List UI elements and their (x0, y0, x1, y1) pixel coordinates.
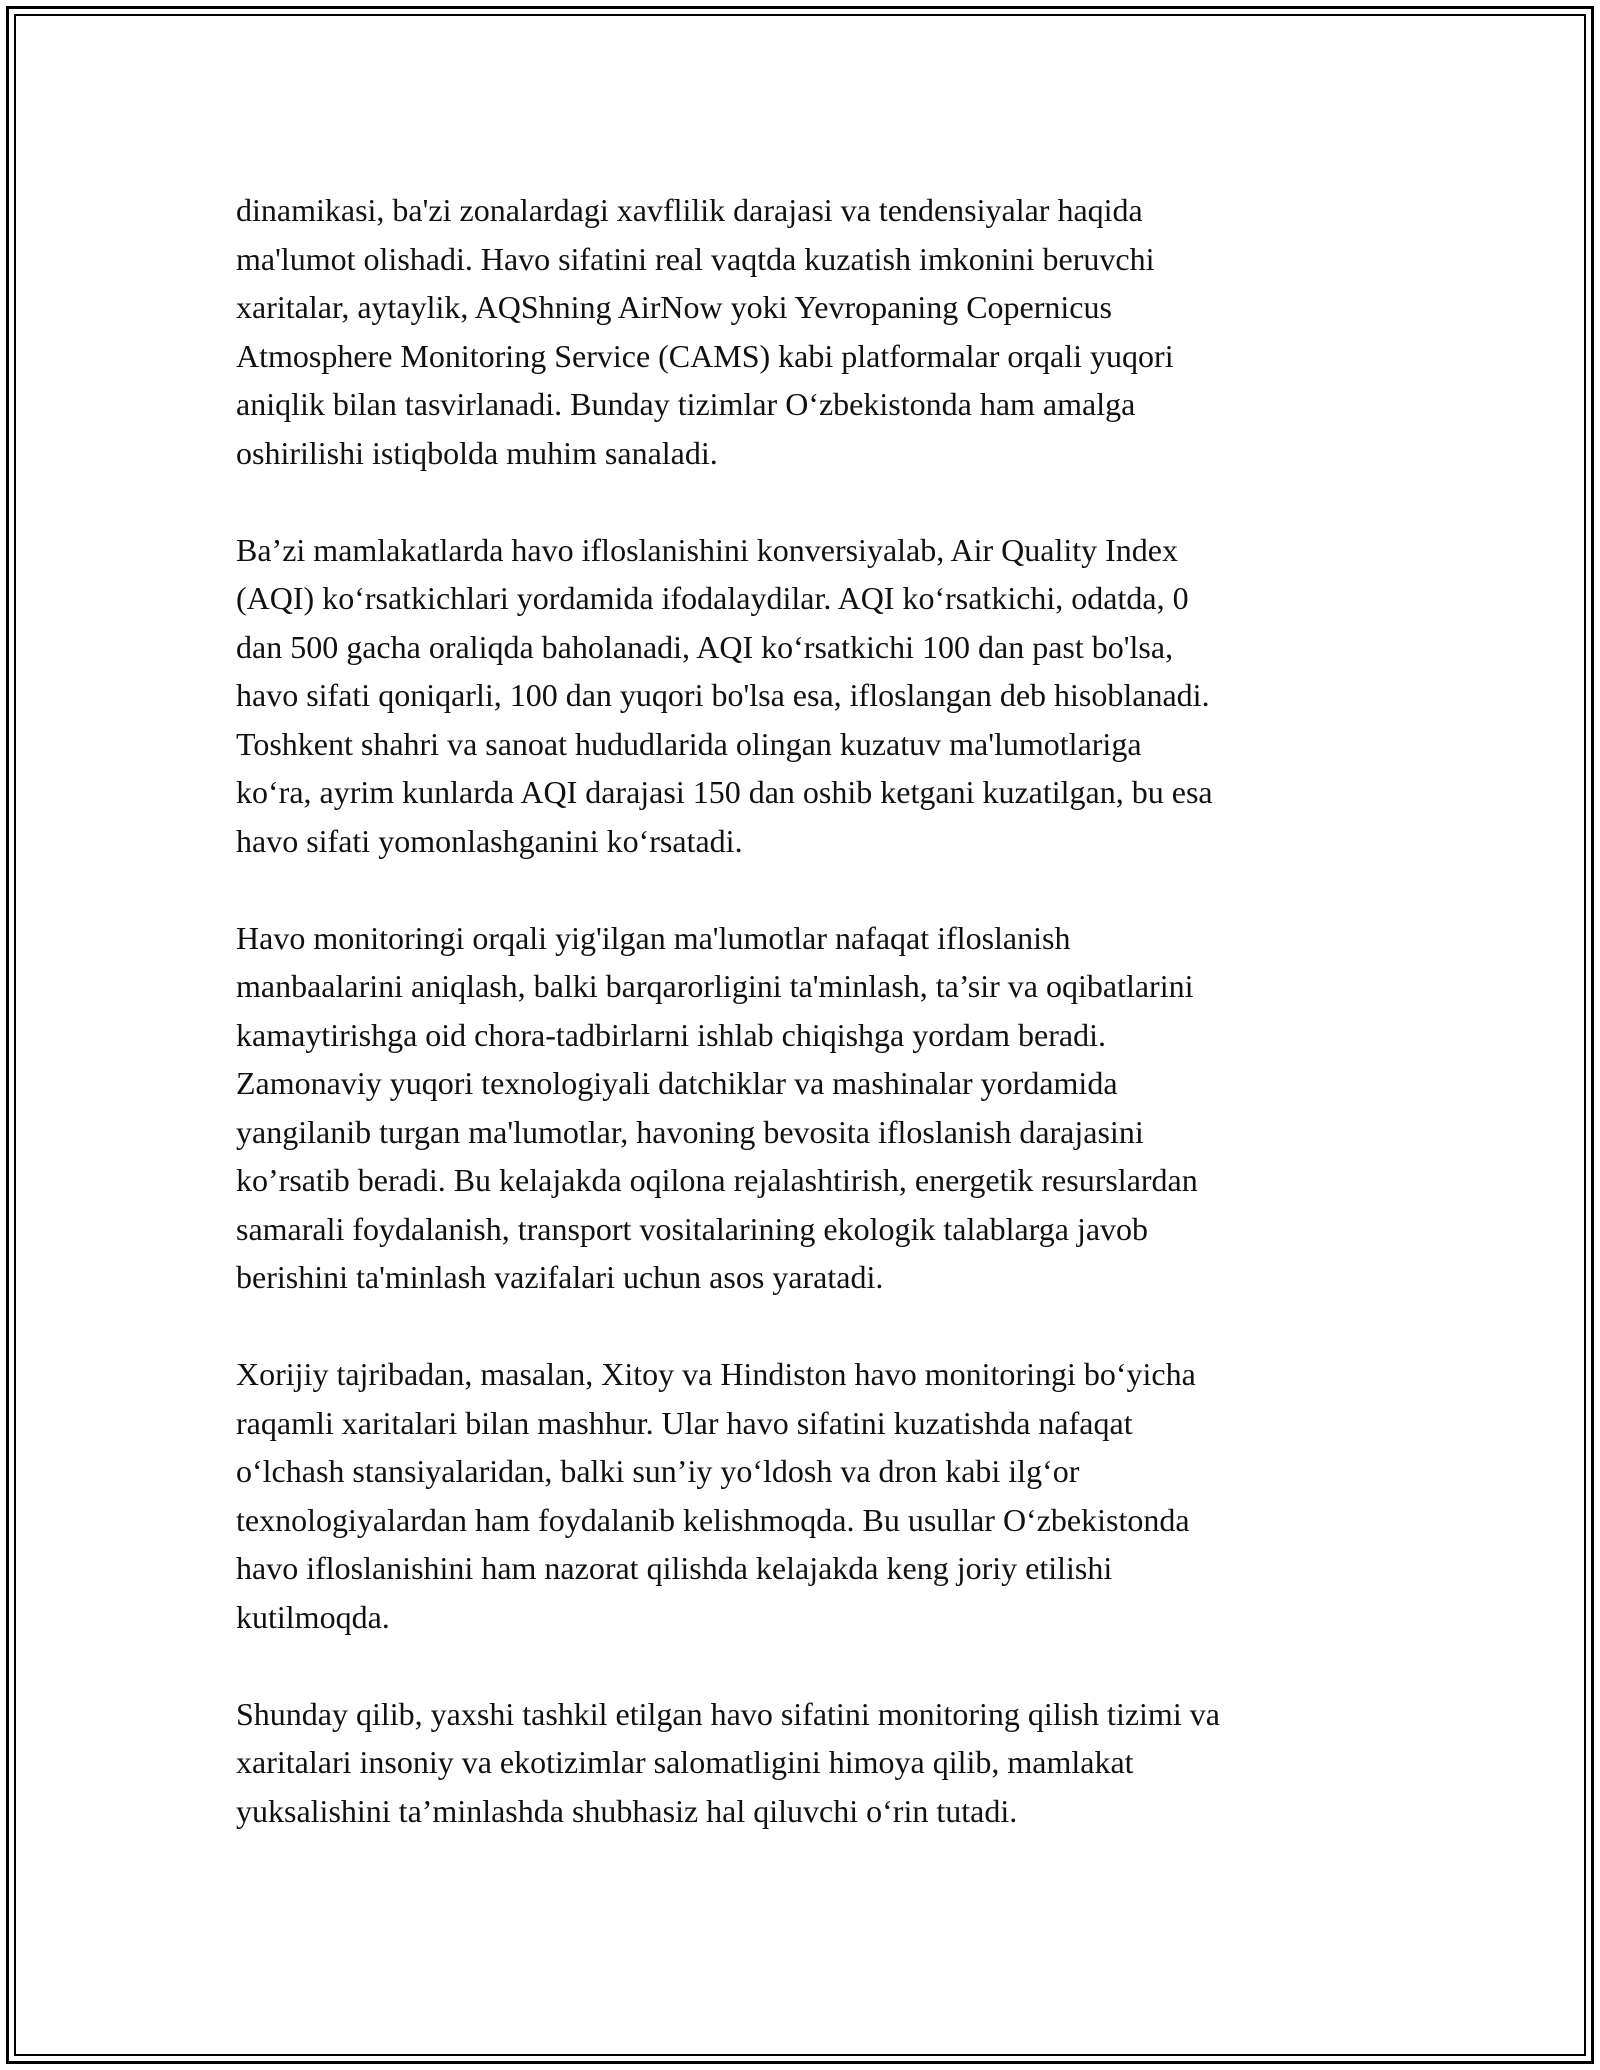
text-line: yangilanib turgan ma'lumotlar, havoning bevosita ifloslanish darajasini (236, 1113, 1144, 1150)
text-line: havo sifati yomonlashganini ko‘rsatadi. (236, 822, 743, 859)
text-line: o‘lchash stansiyalaridan, balki sun’iy yo‘ldosh va dron kabi ilg‘or (236, 1453, 1080, 1489)
text-line: Atmosphere Monitoring Service (CAMS) kabi platformalar orqali yuqori (236, 337, 1174, 374)
text-line: Zamonaviy yuqori texnologiyali datchiklar va mashinalar yordamida (236, 1065, 1118, 1101)
text-line: Havo monitoringi orqali yig'ilgan ma'lumotlar nafaqat ifloslanish (236, 919, 1071, 956)
paragraph-3 (236, 914, 1376, 1302)
text-line: havo ifloslanishini ham nazorat qilishda kelajakda keng joriy etilishi (236, 1550, 1113, 1586)
text-line: yuksalishini ta’minlashda shubhasiz hal qiluvchi o‘rin tutadi. (236, 1792, 1018, 1829)
text-line: dan 500 gacha oraliqda baholanadi, AQI ko‘rsatkichi 100 dan past bo'lsa, (236, 628, 1174, 665)
text-line: xaritalari insoniy va ekotizimlar salomatligini himoya qilib, mamlakat (236, 1744, 1134, 1780)
text-line: ko’rsatib beradi. Bu kelajakda oqilona rejalashtirish, energetik resurslardan (236, 1162, 1198, 1198)
text-line: manbaalarini aniqlash, balki barqarorligini ta'minlash, ta’sir va oqibatlarini (236, 968, 1194, 1004)
text-line: raqamli xaritalari bilan mashhur. Ular havo sifatini kuzatishda nafaqat (236, 1404, 1133, 1441)
text-line: Toshkent shahri va sanoat hududlarida olingan kuzatuv ma'lumotlariga (236, 725, 1142, 762)
paragraph-1 (236, 186, 1376, 477)
text-line: kamaytirishga oid chora-tadbirlarni ishlab chiqishga yordam beradi. (236, 1016, 1106, 1053)
text-line: Xorijiy tajribadan, masalan, Xitoy va Hindiston havo monitoringi bo‘yicha (236, 1356, 1196, 1392)
text-line: ma'lumot olishadi. Havo sifatini real vaqtda kuzatish imkonini beruvchi (236, 240, 1155, 277)
text-line: kutilmoqda. (236, 1598, 390, 1635)
paragraph-2 (236, 526, 1376, 866)
document-body (236, 186, 1376, 1884)
text-line: samarali foydalanish, transport vositalarining ekologik talablarga javob (236, 1210, 1149, 1247)
text-line: texnologiyalardan ham foydalanib kelishmoqda. Bu usullar O‘zbekistonda (236, 1501, 1190, 1538)
text-line: Shunday qilib, yaxshi tashkil etilgan havo sifatini monitoring qilish tizimi va (236, 1695, 1220, 1732)
text-line: xaritalar, aytaylik, AQShning AirNow yoki Yevropaning Copernicus (236, 289, 1112, 325)
text-line: dinamikasi, ba'zi zonalardagi xavflilik darajasi va tendensiyalar haqida (236, 192, 1143, 228)
paragraph-5 (236, 1690, 1376, 1836)
text-line: ko‘ra, ayrim kunlarda AQI darajasi 150 dan oshib ketgani kuzatilgan, bu esa (236, 774, 1213, 810)
text-line: oshirilishi istiqbolda muhim sanaladi. (236, 434, 718, 471)
text-line: Ba’zi mamlakatlarda havo ifloslanishini konversiyalab, Air Quality Index (236, 531, 1178, 568)
paragraph-4 (236, 1350, 1376, 1641)
text-line: aniqlik bilan tasvirlanadi. Bunday tizimlar O‘zbekistonda ham amalga (236, 386, 1136, 422)
text-line: berishini ta'minlash vazifalari uchun asos yaratadi. (236, 1259, 884, 1295)
text-line: (AQI) ko‘rsatkichlari yordamida ifodalaydilar. AQI ko‘rsatkichi, odatda, 0 (236, 580, 1189, 616)
text-line: havo sifati qoniqarli, 100 dan yuqori bo'lsa esa, ifloslangan deb hisoblanadi. (236, 677, 1210, 713)
